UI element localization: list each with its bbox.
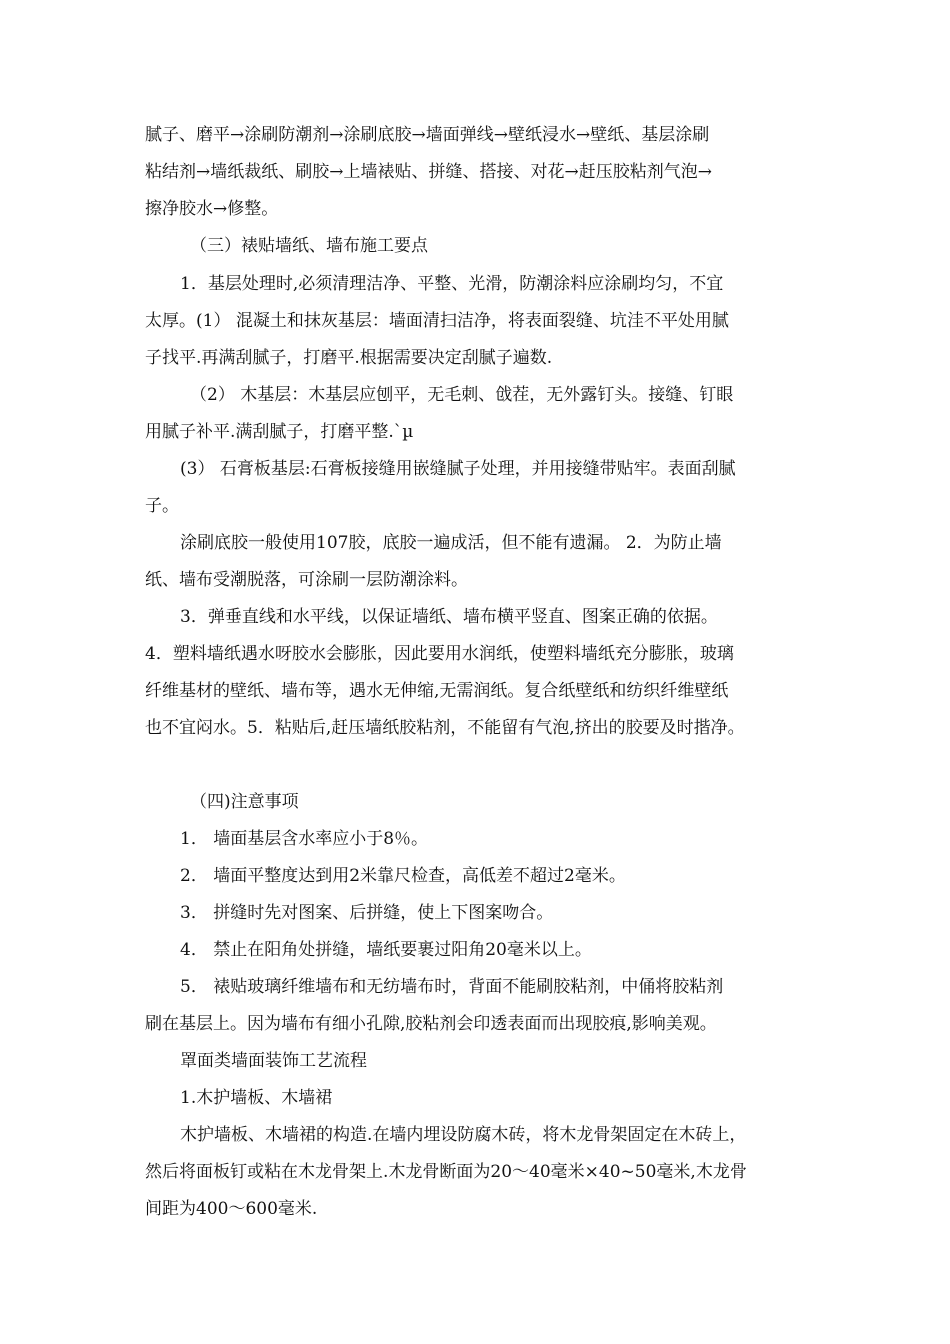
section-heading: （三）裱贴墙纸、墙布施工要点 [190, 236, 428, 256]
text-line: 子找平.再满刮腻子，打磨平.根据需要决定刮腻子遍数. [145, 348, 553, 368]
text-line: 涂刷底胶一般使用107胶，底胶一遍成活，但不能有遗漏。 2．为防止墙 [180, 533, 722, 553]
list-item: 1． 墙面基层含水率应小于8％。 [180, 829, 429, 849]
text-line: (3） 石膏板基层:石膏板接缝用嵌缝腻子处理，并用接缝带贴牢。表面刮腻 [180, 459, 736, 479]
text-line: 刷在基层上。因为墙布有细小孔隙,胶粘剂会印透表面而出现胶痕,影响美观。 [145, 1014, 717, 1034]
text-line: 3．弹垂直线和水平线，以保证墙纸、墙布横平竖直、图案正确的依据。 [180, 607, 718, 627]
list-item: 2． 墙面平整度达到用2米靠尺检查，高低差不超过2毫米。 [180, 866, 626, 886]
list-item: 3． 拼缝时先对图案、后拼缝，使上下图案吻合。 [180, 903, 554, 923]
text-line: 用腻子补平.满刮腻子，打磨平整.`µ [145, 422, 414, 442]
text-line: 纸、墙布受潮脱落，可涂刷一层防潮涂料。 [145, 570, 468, 590]
list-item: 5． 裱贴玻璃纤维墙布和无纺墙布时，背面不能刷胶粘剂，中俑将胶粘剂 [180, 977, 724, 997]
text-line: 腻子、磨平→涂刷防潮剂→涂刷底胶→墙面弹线→壁纸浸水→壁纸、基层涂刷 [145, 125, 710, 145]
section-heading: 罩面类墙面装饰工艺流程 [180, 1051, 367, 1071]
text-line: 间距为400～600毫米. [145, 1199, 318, 1219]
text-line: 木护墙板、木墙裙的构造.在墙内埋设防腐木砖，将木龙骨架固定在木砖上， [180, 1125, 747, 1145]
text-line: 擦净胶水→修整。 [145, 199, 279, 219]
text-line: 也不宜闷水。5．粘贴后,赶压墙纸胶粘剂，不能留有气泡,挤出的胶要及时揩净。 [145, 718, 745, 738]
text-line: 太厚。(1） 混凝土和抹灰基层：墙面清扫洁净，将表面裂缝、坑洼不平处用腻 [145, 311, 729, 331]
text-line: 粘结剂→墙纸裁纸、刷胶→上墙裱贴、拼缝、搭接、对花→赶压胶粘剂气泡→ [145, 162, 712, 182]
section-heading: 1.木护墙板、木墙裙 [180, 1088, 333, 1108]
section-heading: （四)注意事项 [190, 792, 299, 812]
text-line: 纤维基材的壁纸、墙布等，遇水无伸缩,无需润纸。复合纸壁纸和纺织纤维壁纸 [145, 681, 729, 701]
text-line: （2） 木基层：木基层应刨平，无毛刺、戗茬，无外露钉头。接缝、钉眼 [190, 385, 734, 405]
list-item: 4． 禁止在阳角处拼缝，墙纸要裹过阳角20毫米以上。 [180, 940, 592, 960]
text-line: 然后将面板钉或粘在木龙骨架上.木龙骨断面为20～40毫米×40~50毫米,木龙骨 [145, 1162, 747, 1182]
text-line: 1．基层处理时,必须清理洁净、平整、光滑，防潮涂料应涂刷均匀，不宜 [180, 274, 724, 294]
text-line: 子。 [145, 496, 179, 516]
text-line: 4．塑料墙纸遇水呀胶水会膨胀，因此要用水润纸，使塑料墙纸充分膨胀，玻璃 [145, 644, 734, 664]
